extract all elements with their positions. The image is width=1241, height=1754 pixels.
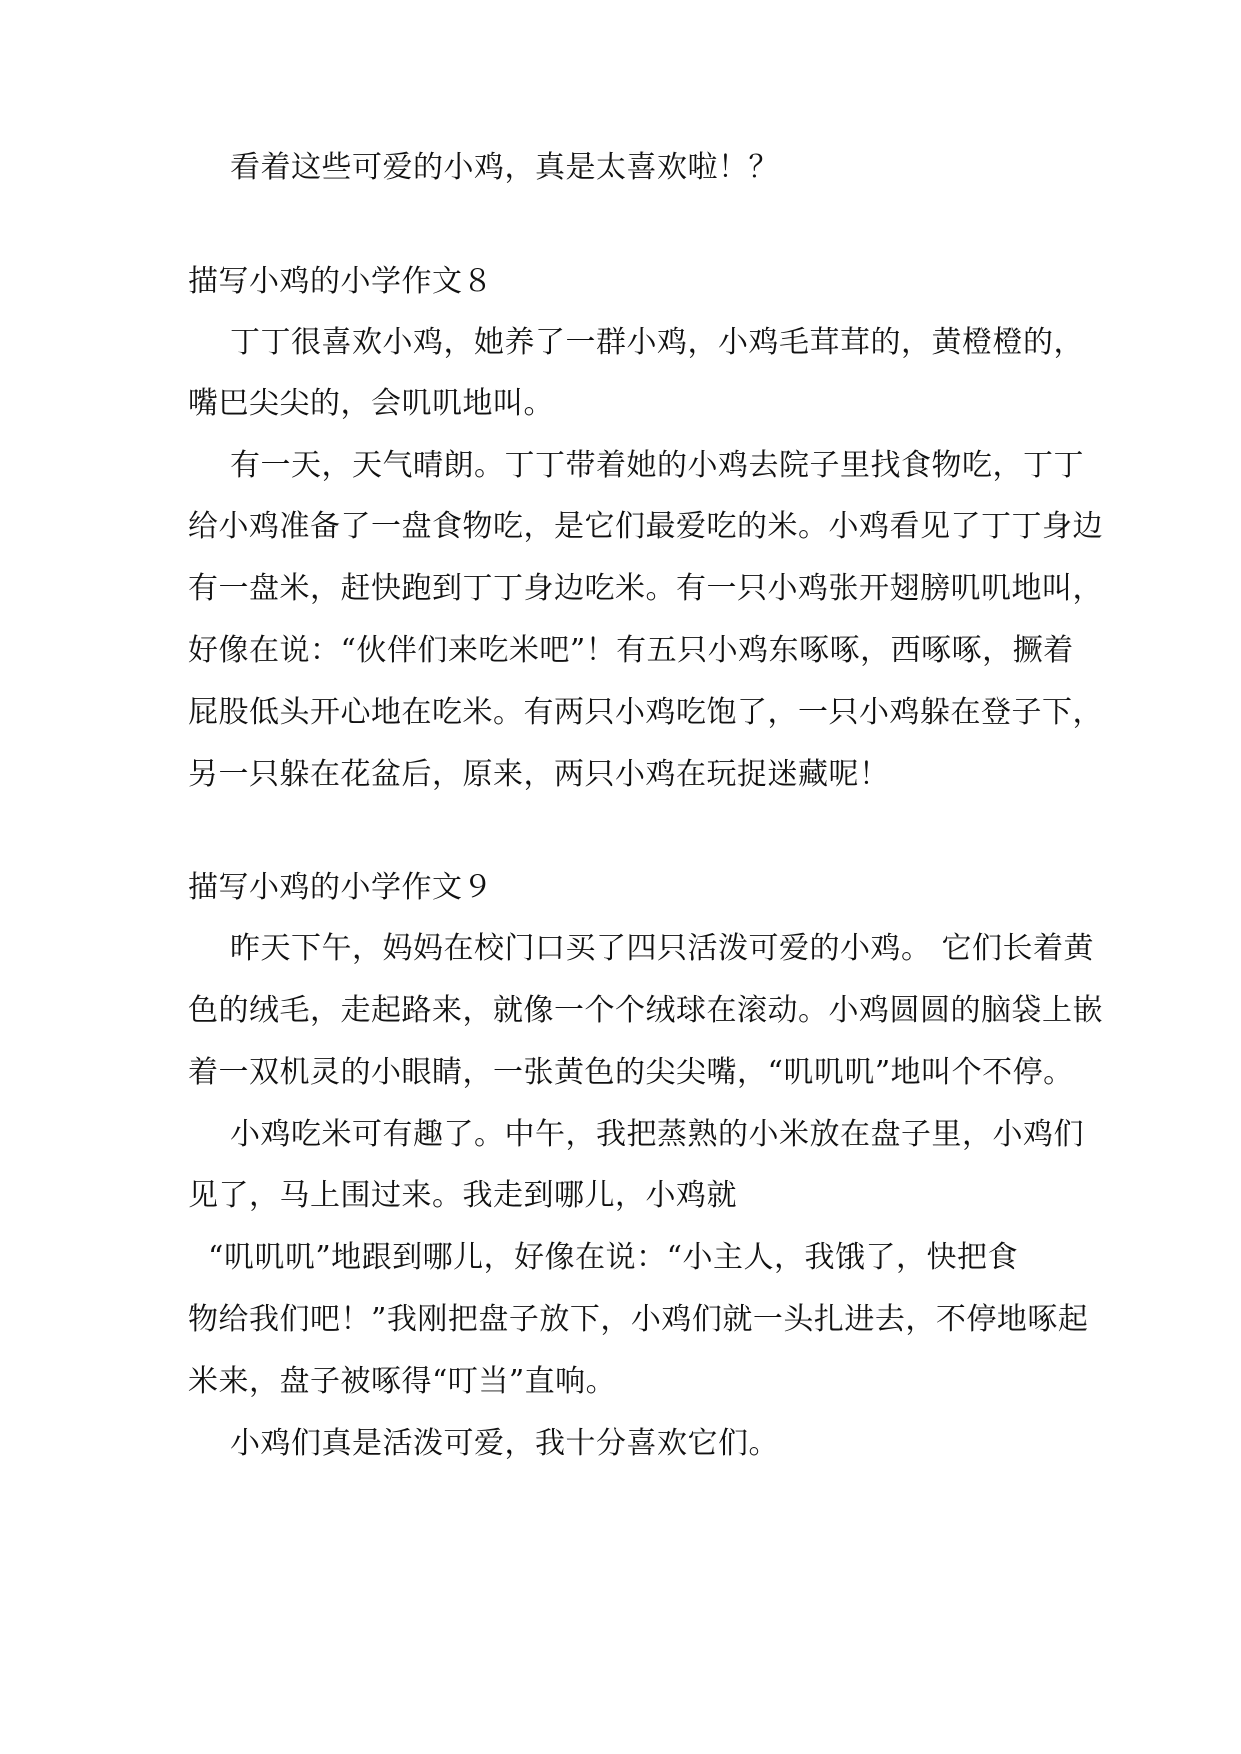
- paragraph-line: 物给我们吧！”我刚把盘子放下，小鸡们就一头扎进去，不停地啄起: [188, 1302, 1089, 1337]
- paragraph-line: 见了，马上围过来。我走到哪儿，小鸡就: [188, 1178, 737, 1213]
- paragraph-line: 米来，盘子被啄得“叮当”直响。: [188, 1364, 617, 1399]
- paragraph-line: 好像在说：“伙伴们来吃米吧”！有五只小鸡东啄啄，西啄啄，撅着: [188, 633, 1074, 668]
- paragraph-line: 有一天，天气晴朗。丁丁带着她的小鸡去院子里找食物吃，丁丁: [230, 448, 1084, 483]
- paragraph-line: “叽叽叽”地跟到哪儿，好像在说：“小主人，我饿了，快把食: [208, 1240, 1019, 1275]
- paragraph-line: 丁丁很喜欢小鸡，她养了一群小鸡，小鸡毛茸茸的，黄橙橙的，: [230, 325, 1084, 360]
- paragraph-line: 小鸡们真是活泼可爱，我十分喜欢它们。: [230, 1426, 779, 1461]
- paragraph-line: 昨天下午，妈妈在校门口买了四只活泼可爱的小鸡。 它们长着黄: [230, 931, 1095, 966]
- paragraph-line: 看着这些可爱的小鸡，真是太喜欢啦！？: [230, 150, 779, 185]
- paragraph-line: 另一只躲在花盆后，原来，两只小鸡在玩捉迷藏呢！: [188, 757, 890, 792]
- paragraph-line: 小鸡吃米可有趣了。中午，我把蒸熟的小米放在盘子里，小鸡们: [230, 1117, 1084, 1152]
- paragraph-line: 给小鸡准备了一盘食物吃，是它们最爱吃的米。小鸡看见了丁丁身边: [188, 509, 1103, 544]
- paragraph-line: 着一双机灵的小眼睛，一张黄色的尖尖嘴，“叽叽叽”地叫个不停。: [188, 1055, 1074, 1090]
- paragraph-line: 屁股低头开心地在吃米。有两只小鸡吃饱了，一只小鸡躲在登子下，: [188, 695, 1103, 730]
- section-title: 描写小鸡的小学作文９: [188, 870, 493, 905]
- paragraph-line: 嘴巴尖尖的，会叽叽地叫。: [188, 386, 554, 421]
- paragraph-line: 有一盘米，赶快跑到丁丁身边吃米。有一只小鸡张开翅膀叽叽地叫，: [188, 571, 1103, 606]
- paragraph-line: 色的绒毛，走起路来，就像一个个绒球在滚动。小鸡圆圆的脑袋上嵌: [188, 993, 1103, 1028]
- section-title: 描写小鸡的小学作文８: [188, 264, 493, 299]
